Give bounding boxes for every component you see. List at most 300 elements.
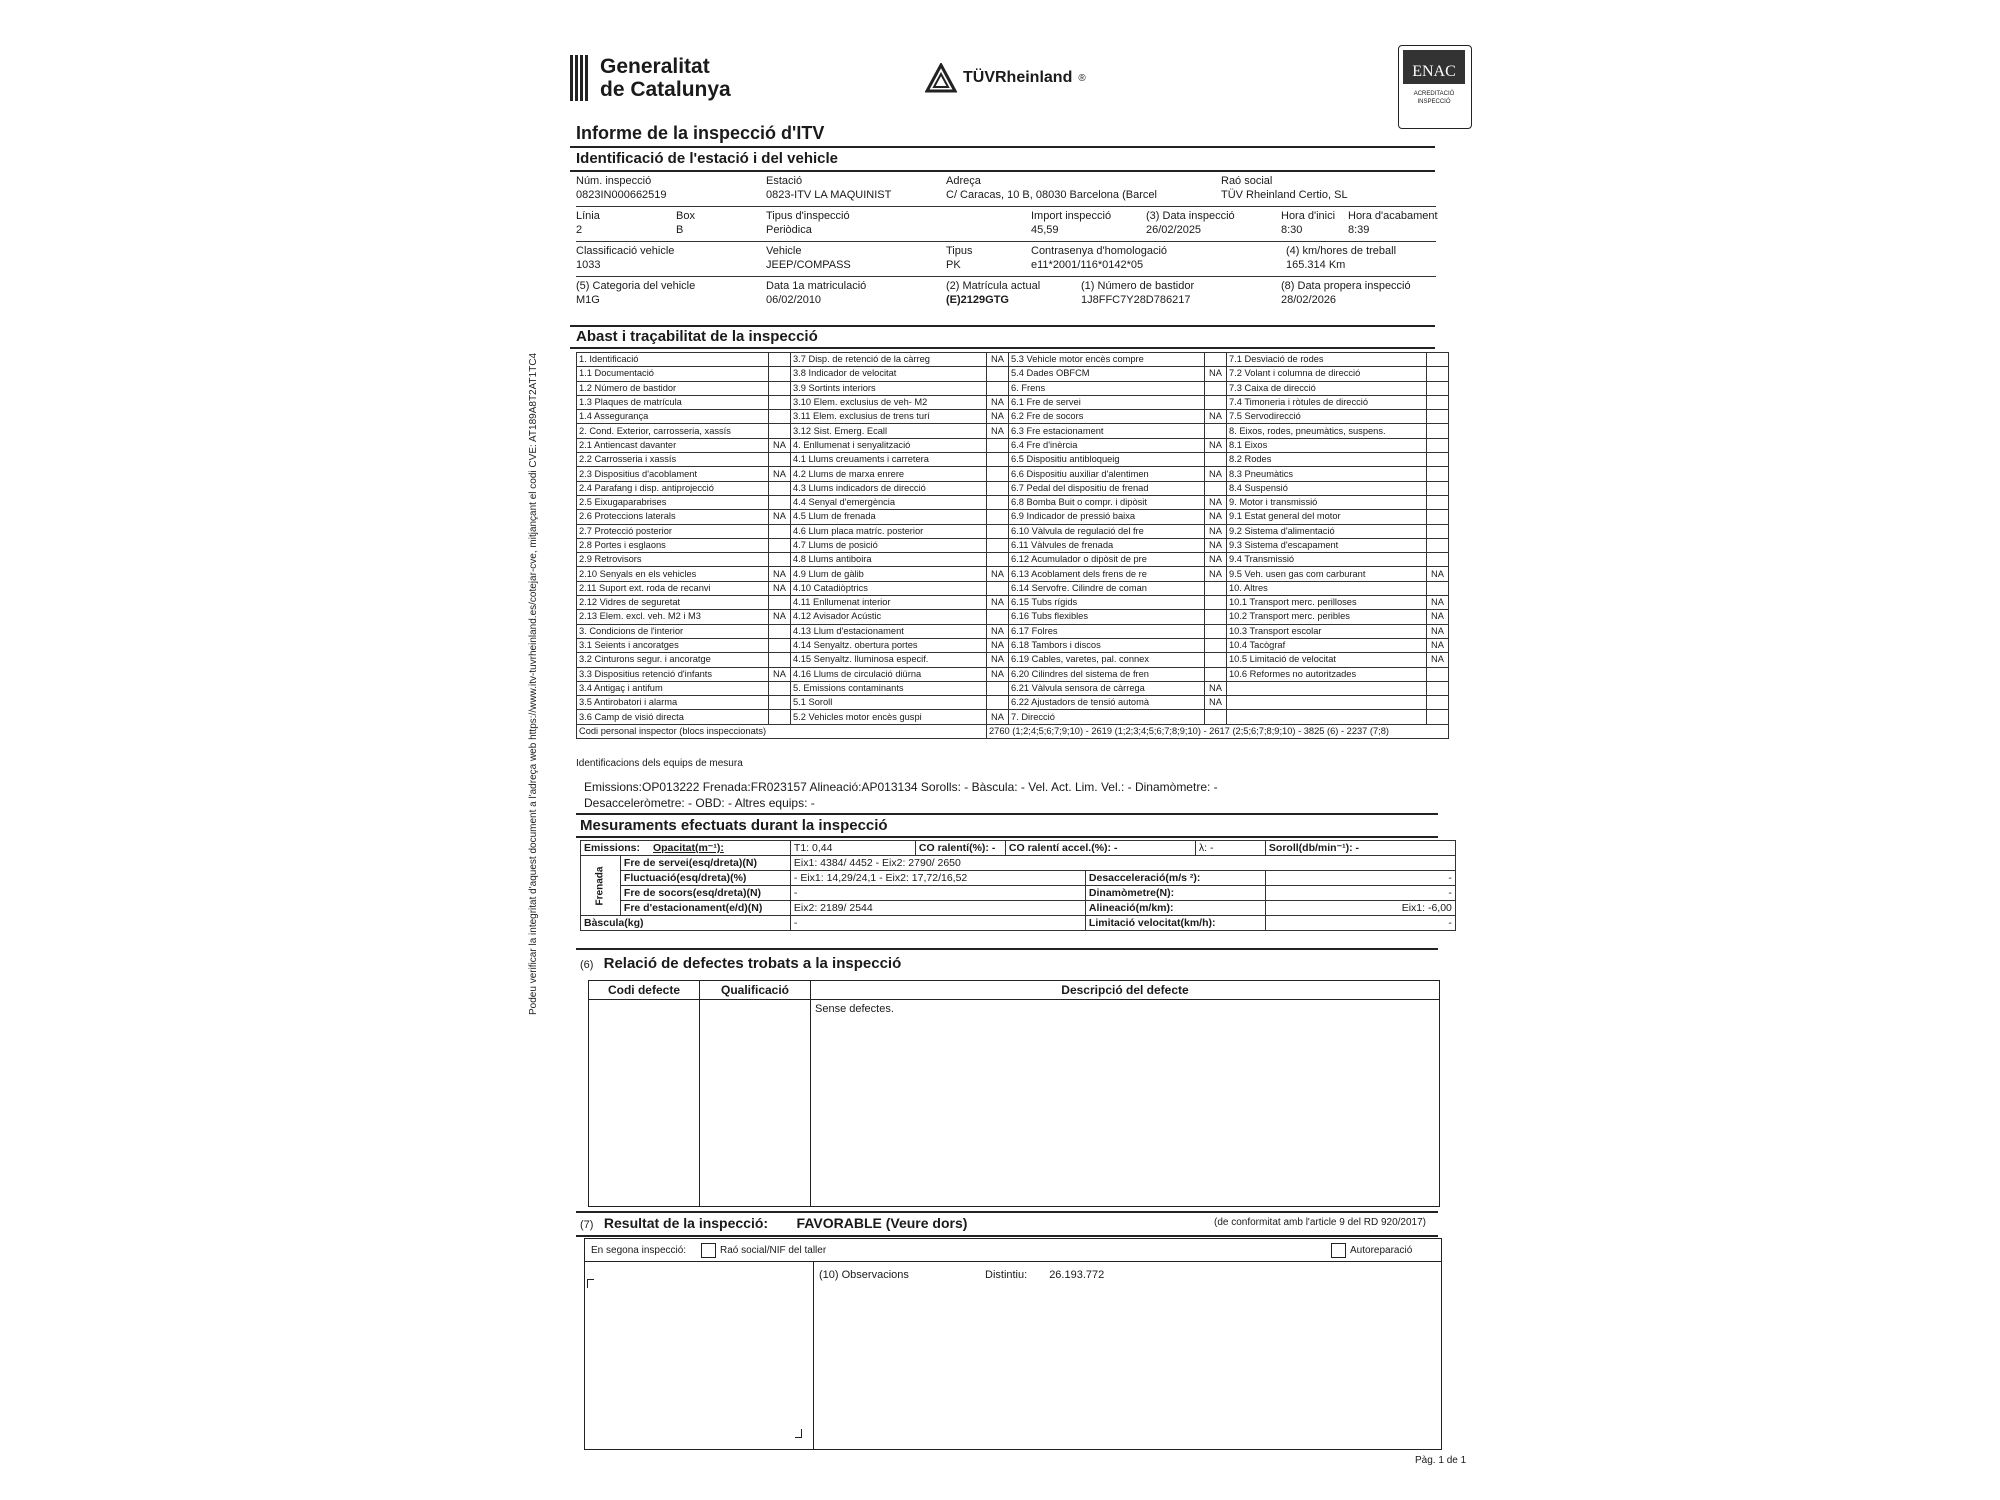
scope-item-label: 9.5 Veh. usen gas com carburant: [1227, 567, 1427, 581]
scope-item-label: 4.3 Llums indicadors de direcció: [791, 481, 987, 495]
box-label: Box: [676, 210, 695, 222]
scope-item-label: 6.19 Cables, varetes, pal. connex: [1009, 653, 1205, 667]
scope-item-label: 3. Condicions de l'interior: [577, 624, 769, 638]
tipus-insp-value: Periòdica: [766, 224, 812, 236]
homolog-label: Contrasenya d'homologació: [1031, 245, 1168, 257]
scope-row: [577, 381, 1449, 395]
scope-item-status: NA: [987, 638, 1009, 652]
scope-row: [577, 553, 1449, 567]
scope-item-label: 3.3 Dispositius retenció d'infants: [577, 667, 769, 681]
scope-item-label: 8. Eixos, rodes, pneumàtics, suspens.: [1227, 424, 1427, 438]
scope-item-label: 10.4 Tacògraf: [1227, 638, 1427, 652]
scope-row: [577, 624, 1449, 638]
scope-item-status: NA: [769, 510, 791, 524]
col-codi-defecte: Codi defecte: [589, 981, 700, 1000]
scope-item-status: [1427, 467, 1449, 481]
distintiu: Distintiu: 26.193.772: [985, 1269, 1105, 1281]
scope-item-label: 10.5 Limitació de velocitat: [1227, 653, 1427, 667]
scope-item-status: [769, 410, 791, 424]
defects-table: [588, 980, 1440, 1207]
col-descripcio: Descripció del defecte: [811, 981, 1439, 1000]
second-inspection-box: [584, 1238, 1442, 1450]
scope-item-label: 4.5 Llum de frenada: [791, 510, 987, 524]
data-insp-label: (3) Data inspecció: [1146, 210, 1235, 222]
scope-item-label: 4.11 Enllumenat interior: [791, 596, 987, 610]
scope-item-status: [1427, 481, 1449, 495]
scope-item-label: 7.2 Volant i columna de direcció: [1227, 367, 1427, 381]
scope-item-status: [1427, 381, 1449, 395]
scope-item-label: 8.4 Suspensió: [1227, 481, 1427, 495]
fre-socors-label: Fre de socors(esq/dreta)(N): [620, 886, 790, 901]
scope-item-status: [987, 610, 1009, 624]
scope-item-status: NA: [987, 667, 1009, 681]
scope-item-status: [1427, 438, 1449, 452]
observacions-label: (10) Observacions: [819, 1269, 909, 1281]
scope-row: [577, 367, 1449, 381]
scope-item-status: NA: [769, 610, 791, 624]
scope-item-status: [987, 481, 1009, 495]
scope-item-status: [1427, 553, 1449, 567]
scope-item-status: [1205, 424, 1227, 438]
scope-item-label: 7.5 Servodirecció: [1227, 410, 1427, 424]
scope-item-status: [1205, 581, 1227, 595]
scope-item-label: 6.5 Dispositiu antibloqueig: [1009, 453, 1205, 467]
scope-item-label: 4.8 Llums antiboira: [791, 553, 987, 567]
scope-item-status: [987, 453, 1009, 467]
tuv-logo: TÜVRheinland ®: [925, 63, 1086, 93]
scope-item-label: 5. Emissions contaminants: [791, 681, 987, 695]
scope-item-status: [987, 538, 1009, 552]
scope-item-label: 4.15 Senyaltz. lluminosa especif.: [791, 653, 987, 667]
tipus-value: PK: [946, 259, 961, 271]
limitacio-value: -: [1265, 916, 1455, 931]
scope-item-status: [769, 696, 791, 710]
scope-item-label: 4.9 Llum de gàlib: [791, 567, 987, 581]
fre-estac-label: Fre d'estacionament(e/d)(N): [620, 901, 790, 916]
equipment-line1: Emissions:OP013222 Frenada:FR023157 Alineació:AP013134 Sorolls: - Bàscula: - Vel. Act. Lim. Vel.: - Dinamòmetre: -: [584, 780, 1218, 794]
scope-item-label: 2.5 Eixugaparabrises: [577, 495, 769, 509]
scope-item-status: [769, 538, 791, 552]
categoria-label: (5) Categoria del vehicle: [576, 280, 696, 292]
scope-item-label: 9.2 Sistema d'alimentació: [1227, 524, 1427, 538]
col-qualificacio: Qualificació: [700, 981, 811, 1000]
scope-item-label: 10.6 Reformes no autoritzades: [1227, 667, 1427, 681]
scope-item-status: NA: [987, 410, 1009, 424]
scope-item-label: 10.1 Transport merc. perilloses: [1227, 596, 1427, 610]
scope-item-status: [1427, 410, 1449, 424]
data-matr-label: Data 1a matriculació: [766, 280, 867, 292]
scope-item-status: [987, 681, 1009, 695]
scope-item-status: NA: [1427, 567, 1449, 581]
scope-item-status: [1427, 424, 1449, 438]
scope-item-status: [1427, 710, 1449, 724]
scope-item-status: NA: [1427, 638, 1449, 652]
scope-item-status: [769, 481, 791, 495]
propera-label: (8) Data propera inspecció: [1281, 280, 1411, 292]
scope-item-status: NA: [769, 667, 791, 681]
scope-item-status: [769, 381, 791, 395]
scope-item-status: [987, 696, 1009, 710]
scope-item-label: 6.20 Cilindres del sistema de fren: [1009, 667, 1205, 681]
scope-item-label: 5.3 Vehicle motor encès compre: [1009, 353, 1205, 367]
hora-acab-label: Hora d'acabament: [1348, 210, 1438, 222]
bascula-label: Bàscula(kg): [581, 916, 791, 931]
scope-item-label: 4.7 Llums de posició: [791, 538, 987, 552]
scope-row: [577, 581, 1449, 595]
scope-item-status: NA: [1205, 410, 1227, 424]
scope-item-status: [1427, 510, 1449, 524]
scope-item-status: [1205, 481, 1227, 495]
scope-item-status: NA: [987, 710, 1009, 724]
autoreparacio-checkbox[interactable]: Autoreparació: [1327, 1243, 1412, 1258]
codi-inspector-label: Codi personal inspector (blocs inspeccionats): [577, 724, 987, 738]
scope-item-status: NA: [987, 424, 1009, 438]
verification-sidebar: [528, 175, 550, 1015]
scope-item-label: 1.3 Plaques de matrícula: [577, 395, 769, 409]
scope-item-label: 6.13 Acoblament dels frens de re: [1009, 567, 1205, 581]
measurements-table: [580, 840, 1456, 931]
scope-item-status: NA: [769, 567, 791, 581]
scope-row: [577, 353, 1449, 367]
identification-grid: [576, 175, 1441, 325]
scope-item-label: 8.2 Rodes: [1227, 453, 1427, 467]
scope-row: [577, 495, 1449, 509]
rao-nif-checkbox[interactable]: Raó social/NIF del taller: [697, 1243, 826, 1258]
scope-row: [577, 638, 1449, 652]
dinamometre-label: Dinamòmetre(N):: [1085, 886, 1265, 901]
scope-item-label: 6.14 Servofre. Cilindre de coman: [1009, 581, 1205, 595]
scope-item-label: 5.4 Dades OBFCM: [1009, 367, 1205, 381]
adreca-label: Adreça: [946, 175, 981, 187]
scope-item-label: 2.6 Proteccions laterals: [577, 510, 769, 524]
scope-item-label: 6.10 Vàlvula de regulació del fre: [1009, 524, 1205, 538]
rao-social-label: Raó social: [1221, 175, 1273, 187]
scope-item-status: [987, 581, 1009, 595]
scope-item-label: 7. Direcció: [1009, 710, 1205, 724]
homolog-value: e11*2001/116*0142*05: [1031, 259, 1144, 271]
defects-heading: (6) Relació de defectes trobats a la inspecció: [580, 955, 902, 972]
scope-item-label: 6.21 Vàlvula sensora de càrrega: [1009, 681, 1205, 695]
scope-item-status: [1205, 453, 1227, 467]
scope-item-label: 4.4 Senyal d'emergència: [791, 495, 987, 509]
scope-item-label: 9.4 Transmissió: [1227, 553, 1427, 567]
scope-item-label: 3.10 Elem. exclusius de veh- M2: [791, 395, 987, 409]
km-value: 165.314 Km: [1286, 259, 1346, 271]
scope-item-label: 2. Cond. Exterior, carrosseria, xassís: [577, 424, 769, 438]
scope-row: [577, 610, 1449, 624]
hora-inici-value: 8:30: [1281, 224, 1303, 236]
identification-heading: Identificació de l'estació i del vehicle: [576, 150, 838, 167]
km-label: (4) km/hores de treball: [1286, 245, 1397, 257]
scope-item-label: 2.12 Vidres de seguretat: [577, 596, 769, 610]
scope-item-status: [1427, 696, 1449, 710]
num-inspeccio-value: 0823IN000662519: [576, 189, 667, 201]
co-accel: CO ralentí accel.(%): -: [1005, 841, 1195, 856]
scope-item-label: 2.9 Retrovisors: [577, 553, 769, 567]
scope-item-label: 3.11 Elem. exclusius de trens turí: [791, 410, 987, 424]
scope-row: [577, 567, 1449, 581]
generalitat-name: Generalitat de Catalunya: [600, 55, 731, 101]
scope-item-status: NA: [769, 438, 791, 452]
scope-item-label: 2.2 Carrosseria i xassís: [577, 453, 769, 467]
scope-item-label: 2.8 Portes i esglaons: [577, 538, 769, 552]
lambda: λ: -: [1195, 841, 1265, 856]
scope-item-label: 9. Motor i transmissió: [1227, 495, 1427, 509]
scope-item-label: 1.4 Assegurança: [577, 410, 769, 424]
scope-table: [576, 352, 1449, 739]
bastidor-value: 1J8FFC7Y28D786217: [1081, 294, 1191, 306]
scope-item-label: 2.3 Dispositius d'acoblament: [577, 467, 769, 481]
scope-item-label: [1227, 681, 1427, 695]
scope-row: [577, 653, 1449, 667]
scope-item-label: 2.11 Suport ext. roda de recanvi: [577, 581, 769, 595]
measurements-table-wrap: [580, 840, 1456, 931]
alineacio-label: Alineació(m/km):: [1085, 901, 1265, 916]
scope-item-status: NA: [1205, 438, 1227, 452]
scope-item-status: [1427, 681, 1449, 695]
scope-item-status: [769, 624, 791, 638]
classif-label: Classificació vehicle: [576, 245, 675, 257]
scope-row: [577, 696, 1449, 710]
scope-item-status: [1427, 395, 1449, 409]
scope-item-status: [1205, 638, 1227, 652]
scope-item-status: [987, 438, 1009, 452]
scope-item-status: [1427, 581, 1449, 595]
scope-item-status: [769, 553, 791, 567]
scope-item-label: 4.12 Avisador Acústic: [791, 610, 987, 624]
vehicle-value: JEEP/COMPASS: [766, 259, 851, 271]
scope-item-label: 6.15 Tubs rígids: [1009, 596, 1205, 610]
scope-item-label: 8.3 Pneumàtics: [1227, 467, 1427, 481]
classif-value: 1033: [576, 259, 601, 271]
no-defects-text: Sense defectes.: [815, 1003, 894, 1015]
scope-item-status: [1205, 653, 1227, 667]
inspection-report-page: [570, 45, 1495, 1475]
scope-item-label: [1227, 696, 1427, 710]
scope-row: [577, 538, 1449, 552]
scope-item-label: 6.7 Pedal del dispositiu de frenad: [1009, 481, 1205, 495]
scope-item-label: 6.8 Bomba Buit o compr. i dipòsit: [1009, 495, 1205, 509]
scope-item-status: [1205, 710, 1227, 724]
scope-item-status: [769, 681, 791, 695]
scope-item-label: 4.14 Senyaltz. obertura portes: [791, 638, 987, 652]
matricula-value: (E)2129GTG: [946, 294, 1009, 306]
fluctuacio-value: - Eix1: 14,29/24,1 - Eix2: 17,72/16,52: [790, 871, 1085, 886]
scope-item-label: 4. Enllumenat i senyalització: [791, 438, 987, 452]
scope-item-status: [987, 381, 1009, 395]
scope-row: [577, 481, 1449, 495]
scope-item-status: [769, 710, 791, 724]
scope-item-label: 9.3 Sistema d'escapament: [1227, 538, 1427, 552]
scope-row: [577, 467, 1449, 481]
scope-item-label: 9.1 Estat general del motor: [1227, 510, 1427, 524]
scope-item-status: [769, 395, 791, 409]
scope-item-status: NA: [1205, 510, 1227, 524]
scope-item-label: 10. Altres: [1227, 581, 1427, 595]
scope-item-label: 8.1 Eixos: [1227, 438, 1427, 452]
scope-item-label: 5.1 Soroll: [791, 696, 987, 710]
emissions-label: Emissions: Opacitat(m⁻¹):: [581, 841, 791, 856]
scope-item-status: [1427, 495, 1449, 509]
scope-heading: Abast i traçabilitat de la inspecció: [576, 328, 818, 345]
scope-item-status: [1205, 353, 1227, 367]
scope-item-status: [769, 495, 791, 509]
scope-item-status: NA: [987, 567, 1009, 581]
scope-item-status: [987, 510, 1009, 524]
measurements-heading: Mesuraments efectuats durant la inspecció: [580, 817, 888, 834]
scope-item-status: NA: [1205, 538, 1227, 552]
equipment-heading: Identificacions dels equips de mesura: [576, 758, 743, 769]
scope-row: [577, 524, 1449, 538]
scope-item-status: [769, 638, 791, 652]
scope-item-label: 7.1 Desviació de rodes: [1227, 353, 1427, 367]
scope-item-status: NA: [1205, 567, 1227, 581]
scope-item-status: NA: [1427, 610, 1449, 624]
scope-item-label: 2.7 Protecció posterior: [577, 524, 769, 538]
scope-item-label: 3.1 Seients i ancoratges: [577, 638, 769, 652]
scope-item-status: NA: [987, 653, 1009, 667]
segona-label: En segona inspecció:: [591, 1245, 687, 1256]
scope-item-status: [769, 596, 791, 610]
scope-item-label: 2.13 Elem. excl. veh. M2 i M3: [577, 610, 769, 624]
scope-item-label: [1227, 710, 1427, 724]
desacc-value: -: [1265, 871, 1455, 886]
scope-item-status: NA: [987, 596, 1009, 610]
scope-item-label: 1.2 Número de bastidor: [577, 381, 769, 395]
fre-socors-value: -: [790, 886, 1085, 901]
scope-item-status: [769, 524, 791, 538]
scope-item-label: 3.5 Antirobatori i alarma: [577, 696, 769, 710]
scope-item-label: 3.12 Sist. Emerg. Ecall: [791, 424, 987, 438]
rao-nif-check-icon[interactable]: [701, 1243, 716, 1258]
result-value: FAVORABLE (Veure dors): [796, 1215, 968, 1231]
result-note: (de conformitat amb l'article 9 del RD 920/2017): [1213, 1217, 1426, 1228]
scope-item-label: 4.10 Catadiòptrics: [791, 581, 987, 595]
rao-social-value: TÜV Rheinland Certio, SL: [1221, 189, 1348, 201]
scope-item-label: 6.1 Fre de servei: [1009, 395, 1205, 409]
scope-item-status: NA: [769, 467, 791, 481]
scope-item-status: [769, 653, 791, 667]
scope-row: [577, 667, 1449, 681]
scope-item-label: 4.6 Llum placa matríc. posterior: [791, 524, 987, 538]
result-row: (7) Resultat de la inspecció: FAVORABLE (Veure dors) (de conformitat amb l'article 9 del RD 920/2017): [580, 1215, 1426, 1231]
scope-item-status: [1427, 538, 1449, 552]
scope-item-status: [1205, 596, 1227, 610]
scope-item-status: NA: [1427, 596, 1449, 610]
scope-item-label: 5.2 Vehicles motor encès guspi: [791, 710, 987, 724]
scope-item-status: [1205, 610, 1227, 624]
page-number: Pàg. 1 de 1: [1415, 1455, 1467, 1466]
scope-item-status: NA: [1205, 553, 1227, 567]
scope-item-status: NA: [1427, 624, 1449, 638]
scope-item-label: 4.1 Llums creuaments i carretera: [791, 453, 987, 467]
box-value: B: [676, 224, 684, 236]
scope-row: [577, 596, 1449, 610]
scope-item-status: [987, 524, 1009, 538]
tipus-insp-label: Tipus d'inspecció: [766, 210, 850, 222]
scope-item-status: [769, 367, 791, 381]
scope-row: [577, 510, 1449, 524]
scope-item-label: 6. Frens: [1009, 381, 1205, 395]
scope-item-status: NA: [1427, 653, 1449, 667]
scope-item-status: NA: [769, 581, 791, 595]
estacio-value: 0823-ITV LA MAQUINIST: [766, 189, 892, 201]
scope-row: [577, 424, 1449, 438]
tuv-triangle-icon: [925, 63, 957, 93]
categoria-value: M1G: [576, 294, 600, 306]
scope-row: [577, 410, 1449, 424]
scope-item-label: 1.1 Documentació: [577, 367, 769, 381]
scope-item-label: 4.2 Llums de marxa enrere: [791, 467, 987, 481]
enac-logo: ENAC ACREDITACIÓ INSPECCIÓ: [1398, 45, 1472, 129]
scope-item-label: 6.9 Indicador de pressió baixa: [1009, 510, 1205, 524]
scope-item-status: NA: [1205, 696, 1227, 710]
scope-item-status: [769, 353, 791, 367]
linia-value: 2: [576, 224, 583, 236]
scope-item-label: 2.4 Parafang i disp. antiprojecció: [577, 481, 769, 495]
scope-item-status: [1427, 353, 1449, 367]
vehicle-label: Vehicle: [766, 245, 802, 257]
scope-item-label: 7.3 Caixa de direcció: [1227, 381, 1427, 395]
scope-item-status: [1427, 453, 1449, 467]
scope-item-label: 3.7 Disp. de retenció de la càrreg: [791, 353, 987, 367]
bastidor-label: (1) Número de bastidor: [1081, 280, 1195, 292]
scope-table-wrap: [576, 352, 1449, 739]
scope-item-status: [1205, 667, 1227, 681]
scope-item-status: [1427, 367, 1449, 381]
scope-item-label: 4.16 Llums de circulació diürna: [791, 667, 987, 681]
linia-label: Línia: [576, 210, 600, 222]
scope-item-status: [987, 495, 1009, 509]
data-insp-value: 26/02/2025: [1146, 224, 1202, 236]
scope-item-label: 6.12 Acumulador o dipòsit de pre: [1009, 553, 1205, 567]
scope-item-status: [987, 367, 1009, 381]
scope-item-status: NA: [1205, 681, 1227, 695]
equipment-line2: Desacceleròmetre: - OBD: - Altres equips: -: [584, 796, 815, 810]
fre-estac-value: Eix2: 2189/ 2544: [790, 901, 1085, 916]
scope-item-label: 10.2 Transport merc. peribles: [1227, 610, 1427, 624]
scope-item-label: 4.13 Llum d'estacionament: [791, 624, 987, 638]
scope-item-status: NA: [1205, 524, 1227, 538]
adreca-value: C/ Caracas, 10 B, 08030 Barcelona (Barcel: [946, 189, 1157, 201]
hora-acab-value: 8:39: [1348, 224, 1370, 236]
scope-item-status: [987, 553, 1009, 567]
scope-item-status: NA: [1205, 495, 1227, 509]
generalitat-logo: [570, 55, 588, 101]
scope-row: [577, 438, 1449, 452]
scope-item-label: 3.9 Sortints interiors: [791, 381, 987, 395]
generalitat-emblem-icon: [570, 55, 588, 101]
scope-item-label: 3.2 Cinturons segur. i ancoratge: [577, 653, 769, 667]
scope-item-status: NA: [987, 353, 1009, 367]
scope-item-label: 6.2 Fre de socors: [1009, 410, 1205, 424]
scope-item-status: NA: [987, 624, 1009, 638]
estacio-label: Estació: [766, 175, 803, 187]
soroll: Soroll(db/min⁻¹): -: [1265, 841, 1455, 856]
tipus-label: Tipus: [946, 245, 973, 257]
fluctuacio-label: Fluctuació(esq/dreta)(%): [620, 871, 790, 886]
scope-item-status: [1205, 624, 1227, 638]
autoreparacio-check-icon[interactable]: [1331, 1243, 1346, 1258]
scope-item-label: 3.8 Indicador de velocitat: [791, 367, 987, 381]
verification-text: Podeu verificar la integritat d'aquest document a l'adreça web https://www.itv-tuvrheinland.es/cotejar-cve, mitjançant el codi CVE: AT189A8T2AT1TC4: [528, 352, 539, 1015]
fre-servei-label: Fre de servei(esq/dreta)(N): [620, 856, 790, 871]
scope-item-label: 6.17 Folres: [1009, 624, 1205, 638]
scope-item-status: NA: [1205, 467, 1227, 481]
alineacio-value: Eix1: -6,00: [1265, 901, 1455, 916]
scope-item-label: 2.1 Antiencast davanter: [577, 438, 769, 452]
scope-item-label: 6.3 Fre estacionament: [1009, 424, 1205, 438]
